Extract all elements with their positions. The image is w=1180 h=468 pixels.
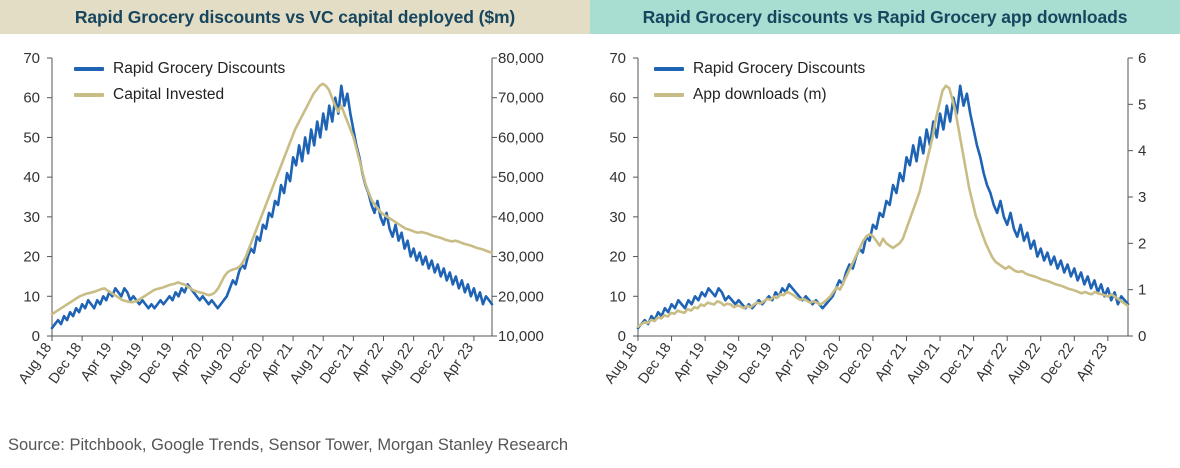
legend-item bbox=[654, 56, 865, 82]
svg-text:Dec 21: Dec 21 bbox=[937, 340, 977, 387]
legend-swatch-downloads bbox=[654, 93, 684, 97]
svg-text:0: 0 bbox=[1138, 328, 1147, 345]
right-plot-area bbox=[590, 34, 1180, 430]
svg-text:Aug 20: Aug 20 bbox=[196, 340, 237, 387]
legend-swatch-capital bbox=[74, 93, 104, 97]
svg-text:Aug 18: Aug 18 bbox=[601, 340, 642, 387]
svg-text:50: 50 bbox=[23, 129, 40, 147]
svg-text:6: 6 bbox=[1138, 50, 1147, 67]
svg-text:20: 20 bbox=[609, 248, 626, 266]
left-panel bbox=[0, 0, 590, 430]
svg-text:Dec 18: Dec 18 bbox=[45, 340, 86, 387]
svg-text:Apr 23: Apr 23 bbox=[439, 340, 478, 385]
svg-text:Apr 19: Apr 19 bbox=[670, 340, 709, 385]
svg-text:2: 2 bbox=[1138, 235, 1147, 253]
svg-text:Apr 23: Apr 23 bbox=[1073, 340, 1112, 385]
svg-text:Aug 20: Aug 20 bbox=[803, 340, 843, 387]
left-panel-title: Rapid Grocery discounts vs VC capital deployed ($m) bbox=[0, 0, 590, 34]
svg-text:3: 3 bbox=[1138, 189, 1147, 206]
svg-text:Aug 21: Aug 21 bbox=[903, 340, 944, 387]
svg-text:Apr 21: Apr 21 bbox=[872, 340, 910, 385]
legend-item bbox=[654, 82, 865, 108]
svg-text:Dec 20: Dec 20 bbox=[226, 340, 267, 387]
legend-label-downloads: App downloads (m) bbox=[693, 86, 827, 103]
legend-swatch-discounts bbox=[74, 67, 104, 71]
svg-text:Dec 18: Dec 18 bbox=[635, 340, 675, 387]
svg-text:40: 40 bbox=[609, 169, 626, 187]
svg-text:30: 30 bbox=[23, 208, 40, 226]
svg-text:Aug 19: Aug 19 bbox=[702, 340, 742, 387]
svg-text:Dec 19: Dec 19 bbox=[736, 340, 776, 387]
svg-text:Dec 22: Dec 22 bbox=[1038, 340, 1078, 387]
svg-text:Apr 22: Apr 22 bbox=[349, 340, 387, 385]
svg-text:20: 20 bbox=[23, 248, 40, 266]
svg-text:70: 70 bbox=[609, 50, 626, 67]
svg-text:Dec 19: Dec 19 bbox=[136, 340, 176, 387]
svg-text:0: 0 bbox=[31, 328, 40, 345]
legend-label-capital: Capital Invested bbox=[113, 86, 225, 103]
svg-text:Aug 22: Aug 22 bbox=[1004, 340, 1045, 387]
svg-text:Apr 20: Apr 20 bbox=[771, 340, 810, 385]
svg-text:Apr 19: Apr 19 bbox=[77, 340, 116, 385]
svg-text:Dec 20: Dec 20 bbox=[836, 340, 877, 387]
svg-text:10: 10 bbox=[23, 288, 40, 306]
svg-text:80,000: 80,000 bbox=[498, 50, 544, 67]
svg-text:0: 0 bbox=[617, 328, 626, 345]
svg-text:10,000: 10,000 bbox=[498, 328, 544, 345]
svg-text:40,000: 40,000 bbox=[498, 208, 544, 226]
svg-text:Apr 21: Apr 21 bbox=[258, 340, 297, 385]
svg-text:Dec 22: Dec 22 bbox=[407, 340, 448, 387]
legend-label-discounts: Rapid Grocery Discounts bbox=[693, 60, 866, 77]
svg-text:Aug 22: Aug 22 bbox=[377, 340, 417, 387]
svg-text:Aug 18: Aug 18 bbox=[15, 340, 56, 387]
svg-text:5: 5 bbox=[1138, 96, 1147, 114]
svg-text:50: 50 bbox=[609, 129, 626, 147]
svg-text:Apr 22: Apr 22 bbox=[972, 340, 1011, 385]
right-legend bbox=[654, 56, 865, 108]
left-legend bbox=[74, 56, 285, 108]
svg-text:4: 4 bbox=[1138, 142, 1147, 160]
left-plot-area bbox=[0, 34, 590, 430]
right-panel bbox=[590, 0, 1180, 430]
svg-text:Apr 20: Apr 20 bbox=[168, 340, 206, 385]
svg-text:60: 60 bbox=[23, 89, 40, 107]
svg-text:Aug 19: Aug 19 bbox=[106, 340, 146, 387]
svg-text:40: 40 bbox=[23, 169, 40, 187]
svg-text:30,000: 30,000 bbox=[498, 248, 544, 266]
source-note: Source: Pitchbook, Google Trends, Sensor Tower, Morgan Stanley Research bbox=[8, 436, 569, 454]
right-panel-title: Rapid Grocery discounts vs Rapid Grocery app downloads bbox=[590, 0, 1180, 34]
svg-text:60: 60 bbox=[609, 89, 626, 107]
svg-text:1: 1 bbox=[1138, 281, 1147, 299]
legend-item bbox=[74, 56, 285, 82]
svg-text:50,000: 50,000 bbox=[498, 169, 544, 187]
svg-text:20,000: 20,000 bbox=[498, 288, 544, 306]
svg-text:Aug 21: Aug 21 bbox=[287, 340, 327, 387]
svg-text:70: 70 bbox=[23, 50, 40, 67]
svg-text:60,000: 60,000 bbox=[498, 129, 544, 147]
svg-text:30: 30 bbox=[609, 208, 626, 226]
legend-swatch-discounts bbox=[654, 67, 684, 71]
svg-text:10: 10 bbox=[609, 288, 626, 306]
legend-label-discounts: Rapid Grocery Discounts bbox=[113, 60, 286, 77]
svg-text:Dec 21: Dec 21 bbox=[317, 340, 357, 387]
legend-item bbox=[74, 82, 285, 108]
svg-text:70,000: 70,000 bbox=[498, 89, 544, 107]
